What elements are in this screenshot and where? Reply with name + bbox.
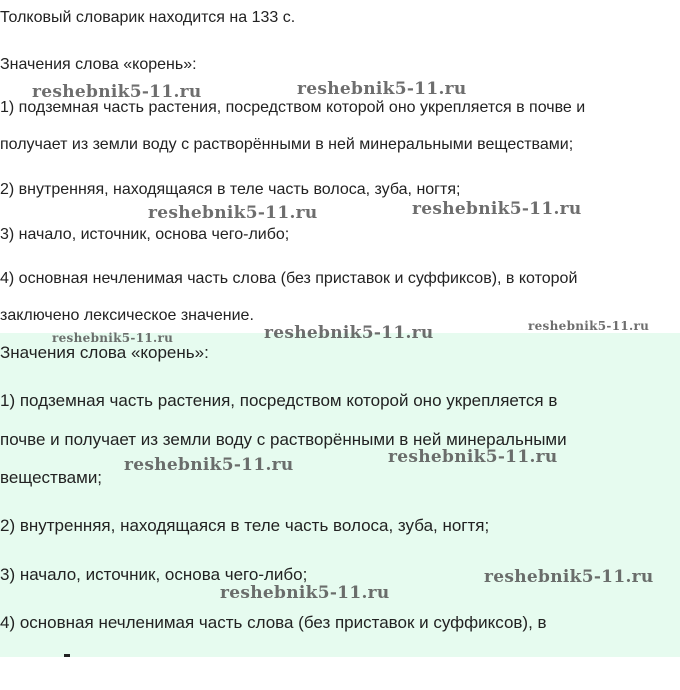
watermark: reshebnik5-11.ru — [412, 199, 582, 219]
box-meaning-3: 3) начало, источник, основа чего-либо; — [0, 565, 308, 584]
page-note: Толковый словарик находится на 133 с. — [0, 9, 296, 26]
box-meaning-1-line-2: почве и получает из земли воду с растворёнными в ней минеральными — [0, 430, 567, 449]
watermark: reshebnik5-11.ru — [32, 82, 202, 102]
watermark: reshebnik5-11.ru — [148, 203, 318, 223]
meaning-3: 3) начало, источник, основа чего-либо; — [0, 226, 290, 243]
box-meaning-2: 2) внутренняя, находящаяся в теле часть волоса, зуба, ногтя; — [0, 516, 490, 535]
watermark: reshebnik5-11.ru — [528, 319, 650, 333]
box-meanings-heading: Значения слова «корень»: — [0, 343, 209, 362]
box-meaning-1-line-1: 1) подземная часть растения, посредством которой оно укрепляется в — [0, 391, 558, 410]
truncated-text-fragment — [64, 654, 70, 657]
meaning-4-line-1: 4) основная нечленимая часть слова (без приставок и суффиксов), в которой — [0, 270, 578, 287]
box-meaning-1-line-3: веществами; — [0, 468, 103, 487]
watermark: reshebnik5-11.ru — [52, 331, 174, 345]
watermark: reshebnik5-11.ru — [264, 323, 434, 343]
meaning-4-line-2: заключено лексическое значение. — [0, 307, 254, 324]
watermark: reshebnik5-11.ru — [220, 583, 390, 603]
watermark: reshebnik5-11.ru — [484, 567, 654, 587]
watermark: reshebnik5-11.ru — [388, 447, 558, 467]
meaning-1-line-1: 1) подземная часть растения, посредством которой оно укрепляется в почве и — [0, 99, 586, 116]
watermark: reshebnik5-11.ru — [297, 79, 467, 99]
highlighted-answer-box — [0, 333, 680, 657]
meaning-2: 2) внутренняя, находящаяся в теле часть волоса, зуба, ногтя; — [0, 181, 461, 198]
watermark: reshebnik5-11.ru — [124, 455, 294, 475]
box-meaning-4-line-1: 4) основная нечленимая часть слова (без приставок и суффиксов), в — [0, 613, 547, 632]
meaning-1-line-2: получает из земли воду с растворёнными в ней минеральными веществами; — [0, 136, 574, 153]
meanings-heading: Значения слова «корень»: — [0, 56, 197, 73]
